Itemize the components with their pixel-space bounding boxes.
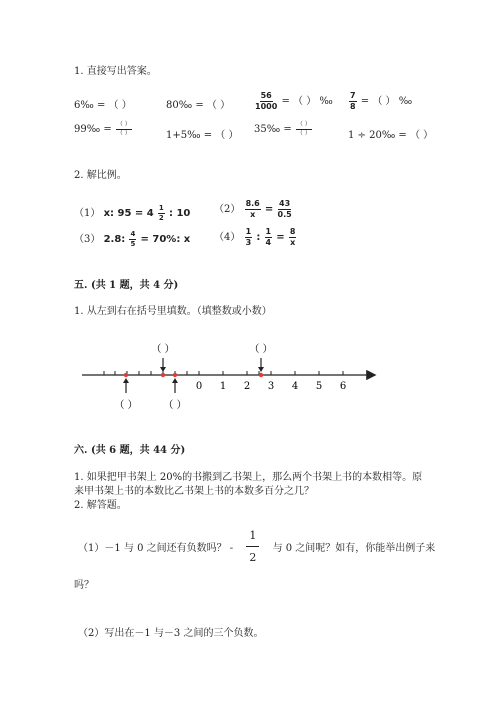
q2-item-4: [214, 228, 297, 247]
q1-item-b: [166, 96, 230, 111]
q1-h-expr: 1 ÷ 20‰ =: [348, 130, 407, 141]
section5-title: 五. (共 1 题，共 4 分): [74, 280, 179, 291]
q1-a-blank[interactable]: （ ）: [108, 100, 132, 111]
q2-4-den3: x: [290, 238, 296, 247]
q2-3-pre: 2.8:: [103, 234, 126, 245]
q2-2-fraction-left: [245, 200, 261, 219]
q2-3-label: （3）: [74, 234, 101, 245]
q2-4-den1: 3: [245, 238, 252, 247]
q2-1-num: 1: [158, 204, 164, 212]
q2-item-2: [214, 200, 293, 219]
s6-q2-title: 2. 解答题。: [74, 500, 127, 511]
red-point-4: [259, 373, 263, 377]
down-arrow-1-head: [160, 367, 166, 372]
q1-g-expr: 35‰ =: [254, 124, 292, 135]
q1-item-g: [254, 122, 313, 137]
red-point-1: [124, 373, 128, 377]
s6-part1-den: 2: [249, 551, 257, 564]
tick-label-5: 5: [315, 381, 323, 392]
s6-q1-line2: 来甲书架上书的本数比乙书架上书的本数多百分之几？: [74, 486, 314, 497]
q2-2-den2: 0.5: [277, 210, 292, 219]
q2-1-fraction: [158, 205, 165, 222]
q1-item-e: [74, 122, 133, 137]
s6-part1-text-b: 与 0 之间呢？如有，你能举出例子来: [272, 543, 436, 554]
q1-e-num: （ ）: [116, 121, 131, 128]
number-line-figure: [0, 335, 500, 415]
q2-1-label: （1）: [74, 208, 101, 219]
top-blank-1[interactable]: （ ）: [151, 344, 175, 355]
q1-a-expr: 6‰ =: [74, 100, 106, 111]
s6-part2: （2）写出在－1 与－3 之间的三个负数。: [78, 628, 264, 639]
q2-4-num3: 8: [289, 227, 296, 236]
tick-label-6: 6: [339, 381, 347, 392]
q2-3-num: 4: [130, 230, 136, 238]
q1-b-blank[interactable]: （ ）: [206, 100, 231, 111]
up-arrow-1-head: [123, 378, 129, 383]
s6-part1-cont: 吗？: [74, 580, 94, 591]
tick-label-3: 3: [267, 381, 275, 392]
q1-c-unit: ‰: [319, 96, 333, 107]
q1-b-expr: 80‰ =: [166, 100, 204, 111]
q2-3-fraction: [129, 231, 136, 248]
red-point-3: [173, 373, 177, 377]
q2-3-den: 5: [130, 240, 136, 248]
q1-e-den: （ ）: [116, 130, 131, 137]
q1-d-blank[interactable]: （ ）: [372, 96, 396, 107]
q1-item-h: [348, 126, 433, 141]
q2-3-post: = 70%: x: [140, 234, 191, 245]
q1-item-c: [254, 92, 333, 111]
q1-d-unit: ‰: [398, 96, 413, 107]
q2-item-1: [74, 204, 190, 222]
q1-e-fraction[interactable]: [116, 122, 132, 137]
q2-1-den: 2: [158, 214, 164, 222]
red-point-2: [161, 373, 165, 377]
q2-4-den2: 4: [265, 238, 272, 247]
q1-c-eq: =: [281, 96, 290, 107]
q1-d-eq: =: [360, 96, 370, 107]
s6-part1-num: 1: [246, 530, 259, 547]
q1-g-fraction[interactable]: [296, 122, 312, 137]
q2-item-3: [74, 230, 190, 248]
q1-f-blank[interactable]: （ ）: [215, 130, 239, 141]
q1-g-num: （ ）: [296, 121, 311, 128]
bottom-blank-1[interactable]: （ ）: [114, 400, 138, 411]
tick-label-0: 0: [195, 381, 203, 392]
q2-4-num1: 1: [245, 227, 252, 236]
s6-part1: [78, 530, 435, 563]
q2-1-post: : 10: [168, 208, 191, 219]
q1-item-d: [348, 92, 412, 111]
q2-2-num1: 8.6: [245, 199, 260, 208]
q1-g-den: （ ）: [296, 130, 311, 137]
tick-label-2: 2: [243, 381, 251, 392]
s6-q1-line1: 1. 如果把甲书架上 20%的书搬到乙书架上，那么两个书架上书的本数相等。原: [74, 472, 423, 483]
q2-2-num2: 43: [279, 199, 291, 208]
q1-c-den: 1000: [255, 102, 278, 111]
q1-c-fraction: [255, 92, 277, 111]
q2-4-fraction-1: [245, 228, 253, 247]
q1-c-num: 56: [260, 91, 272, 100]
q1-f-expr: 1+5‰ =: [166, 130, 213, 141]
section6-title: 六. (共 6 题，共 44 分): [74, 445, 186, 456]
q2-1-pre: x: 95 = 4: [103, 208, 154, 219]
q1-d-fraction: [349, 92, 357, 111]
q1-d-den: 8: [350, 102, 356, 111]
q2-2-eq: =: [264, 204, 274, 215]
q2-2-den1: x: [250, 210, 256, 219]
bottom-blank-2[interactable]: （ ）: [163, 400, 187, 411]
s5-q1-text: 1. 从左到右在括号里填数。（填整数或小数）: [74, 306, 272, 317]
q2-4-label: （4）: [214, 232, 241, 243]
q2-4-eq: =: [276, 232, 285, 243]
q1-h-blank[interactable]: （ ）: [410, 130, 434, 141]
q1-item-f: [166, 126, 238, 141]
q2-4-fraction-3: [289, 228, 297, 247]
number-line-tick-labels: [196, 381, 346, 392]
q1-title: 1. 直接写出答案。: [74, 66, 157, 77]
q2-title: 2. 解比例。: [74, 170, 127, 181]
up-arrow-2-head: [172, 378, 178, 383]
q1-c-blank[interactable]: （ ）: [293, 96, 317, 107]
s6-part1-fraction: [246, 530, 259, 563]
q2-4-fraction-2: [265, 228, 273, 247]
q2-4-colon: :: [256, 232, 261, 243]
q2-2-label: （2）: [214, 204, 241, 215]
q2-4-num2: 1: [265, 227, 272, 236]
s6-part1-text-a: （1）－1 与 0 之间还有负数吗？ -: [78, 543, 234, 554]
top-blank-2[interactable]: （ ）: [249, 344, 273, 355]
q1-e-expr: 99‰ =: [74, 124, 112, 135]
q1-d-num: 7: [350, 91, 356, 100]
q2-2-fraction-right: [278, 200, 292, 219]
tick-label-1: 1: [219, 381, 227, 392]
q1-item-a: [74, 96, 132, 111]
tick-label-4: 4: [291, 381, 299, 392]
